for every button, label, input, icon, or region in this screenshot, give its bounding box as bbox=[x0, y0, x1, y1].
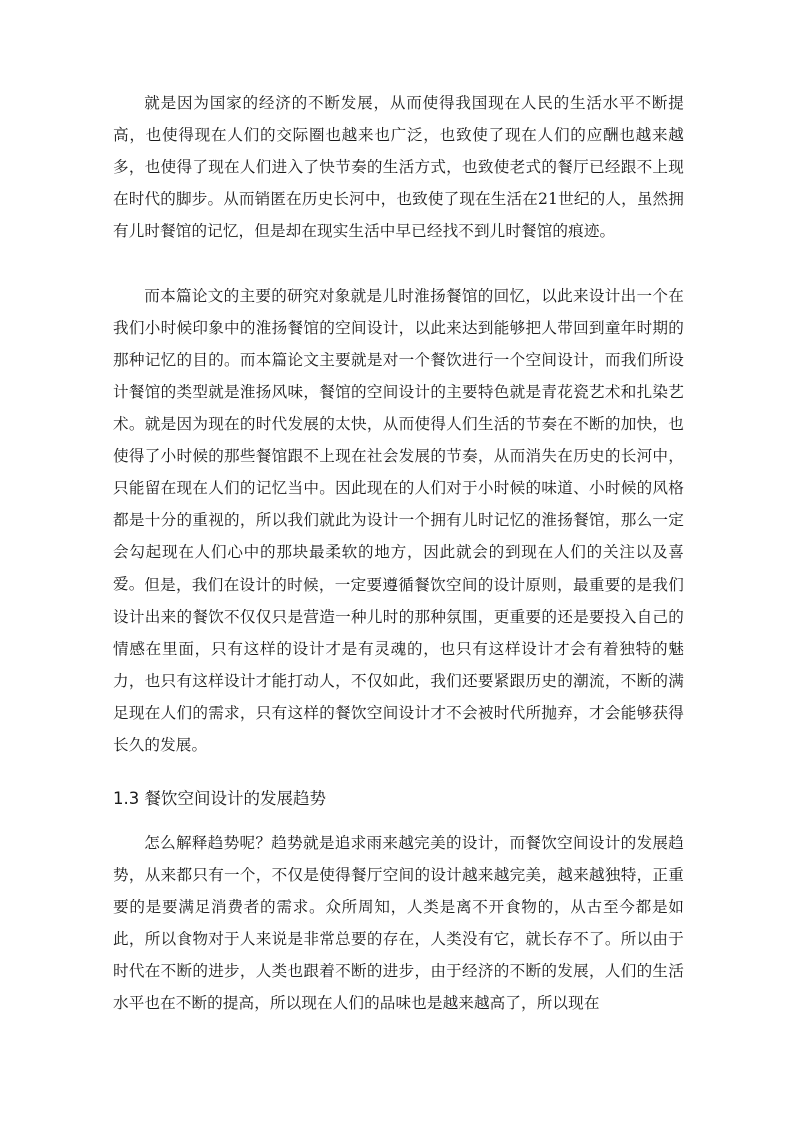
section-heading: 1.3 餐饮空间设计的发展趋势 bbox=[113, 789, 326, 808]
paragraph-research-object: 而本篇论文的主要的研究对象就是儿时淮扬餐馆的回忆，以此来设计出一个在我们小时候印象中的淮扬餐馆的空间设计，以此来达到能够把人带回到童年时期的那种记忆的目的。而本篇论文主要就是对一个餐饮进行一个空间设计，而我们所设计餐馆的类型就是淮扬风味，餐馆的空间设计的主要特色就是青花瓷艺术和扎染艺术。就是因为现在的时代发展的太快，从而使得人们生活的节奏在不断的加快，也使得了小时候的那些餐馆跟不上现在社会发展的节奏，从而消失在历史的长河中，只能留在现在人们的记忆当中。因此现在的人们对于小时候的味道、小时候的风格都是十分的重视的，所以我们就此为设计一个拥有儿时记忆的淮扬餐馆，那么一定会勾起现在人们心中的那块最柔软的地方，因此就会的到现在人们的关注以及喜爱。 bbox=[113, 287, 684, 593]
paragraph-design-principles: 但是，我们在设计的时候，一定要遵循餐饮空间的设计原则，最重要的是我们设计出来的餐饮不仅仅只是营造一种儿时的那种氛围，更重要的还是要投入自己的情感在里面，只有这样的设计才是有灵魂的，也只有这样设计才会有着独特的魅力，也只有这样设计才能打动人，不仅如此，我们还要紧跟历史的潮流，不断的满足现在人们的需求，只有这样的餐饮空间设计才不会被时代所抛弃，才会能够获得长久的发展。 bbox=[113, 576, 684, 754]
paragraph-development-trend: 怎么解释趋势呢？趋势就是追求雨来越完美的设计，而餐饮空间设计的发展趋势，从来都只有一个，不仅是使得餐厅空间的设计越来越完美，越来越独特，正重要的是要满足消费者的需求。众所周知，人类是离不开食物的，从古至今都是如此，所以食物对于人来说是非常总要的存在，人类没有它，就长存不了。所以由于时代在不断的进步，人类也跟着不断的进步，由于经济的不断的发展，人们的生活水平也在不断的提高，所以现在人们的品味也是越来越高了，所以现在 bbox=[113, 834, 684, 1012]
document-page bbox=[113, 0, 684, 1122]
paragraph-economy-development: 就是因为国家的经济的不断发展，从而使得我国现在人民的生活水平不断提高，也使得现在人们的交际圈也越来也广泛，也致使了现在人们的应酬也越来越多，也使得了现在人们进入了快节奏的生活方式，也致使老式的餐厅已经跟不上现在时代的脚步。从而销匿在历史长河中，也致使了现在生活在21世纪的人，虽然拥有儿时餐馆的记忆，但是却在现实生活中早已经找不到儿时餐馆的痕迹。 bbox=[113, 94, 684, 240]
